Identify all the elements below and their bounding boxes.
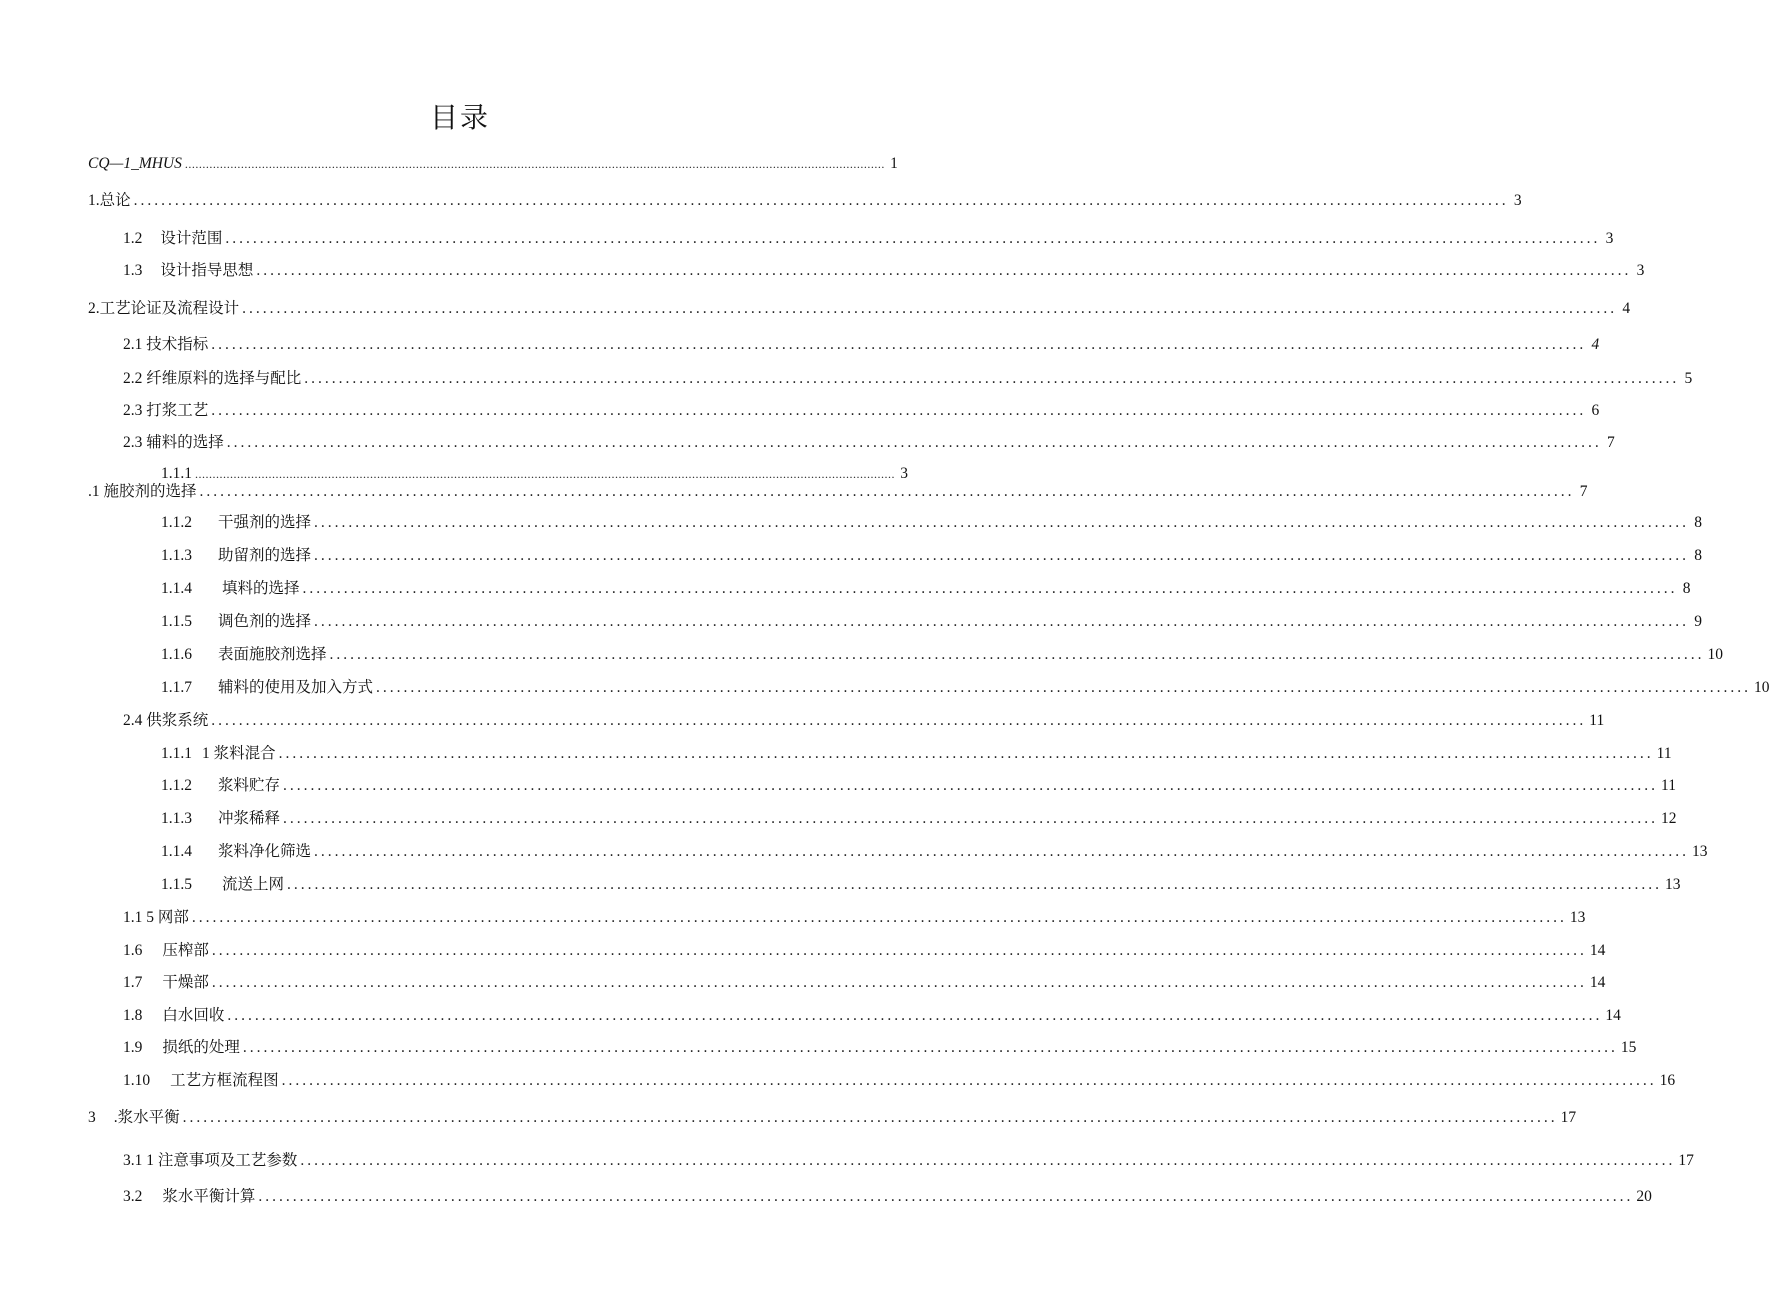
toc-entry-number: 1.1.1 — [161, 745, 192, 762]
toc-entry[interactable] — [123, 706, 1605, 730]
toc-entry[interactable] — [123, 903, 1586, 927]
toc-dot-leader: ........................................................................................................................................................................................................ — [184, 157, 885, 171]
toc-entry[interactable] — [123, 1066, 1676, 1090]
toc-entry-title: 助留剂的选择 — [218, 547, 312, 564]
toc-dot-leader: ........................................................................................................................................................................................................ — [182, 1109, 1558, 1126]
toc-entry-title: 辅料的使用及加入方式 — [218, 679, 374, 696]
toc-entry-title: 工艺方框流程图 — [170, 1072, 279, 1089]
toc-dot-leader: ........................................................................................................................................................................................................ — [329, 646, 1705, 663]
toc-row[interactable] — [0, 1033, 1637, 1057]
toc-page-number: 3 — [1605, 230, 1614, 247]
toc-entry[interactable] — [161, 870, 1681, 894]
toc-dot-leader: ........................................................................................................................................................................................................ — [376, 679, 1752, 696]
toc-entry-title: 2.1 技术指标 — [123, 336, 209, 353]
toc-row[interactable] — [0, 1103, 1577, 1127]
toc-row[interactable] — [0, 739, 1672, 763]
toc-page-number: 8 — [1694, 547, 1703, 564]
toc-row[interactable] — [0, 1146, 1694, 1170]
toc-dot-leader: ........................................................................................................................................................................................................ — [191, 909, 1567, 926]
toc-page-number: 10 — [1754, 679, 1770, 696]
toc-entry-number: 1.2 — [123, 230, 143, 247]
toc-entry-title: 2.2 纤维原料的选择与配比 — [123, 370, 302, 387]
toc-entry[interactable] — [161, 541, 1703, 565]
toc-entry-title: 冲浆稀释 — [218, 810, 281, 827]
toc-dot-leader: ........................................................................................................................................................................................................ — [242, 1039, 1618, 1056]
toc-entry-title: 压榨部 — [162, 942, 209, 959]
toc-dot-leader: ........................................................................................................................................................................................................ — [211, 712, 1587, 729]
toc-dot-leader: ........................................................................................................................................................................................................ — [287, 876, 1663, 893]
toc-page-number: 20 — [1636, 1188, 1652, 1205]
toc-entry-title: .1 施胶剂的选择 — [88, 483, 197, 500]
toc-row[interactable] — [0, 428, 1615, 452]
toc-dot-leader: ........................................................................................................................................................................................................ — [211, 974, 1587, 991]
toc-entry[interactable] — [123, 364, 1693, 388]
toc-dot-leader: ........................................................................................................................................................................................................ — [302, 580, 1678, 597]
toc-page-number: 14 — [1605, 1007, 1621, 1024]
toc-entry-number: 1.1.4 — [161, 843, 192, 860]
toc-row[interactable] — [0, 186, 1522, 210]
page-title: 目录 — [429, 103, 490, 134]
toc-dot-leader: ........................................................................................................................................................................................................ — [283, 810, 1659, 827]
toc-page-number: 16 — [1659, 1072, 1676, 1089]
toc-entry-title: 1.总论 — [88, 192, 131, 209]
toc-dot-leader: ........................................................................................................................................................................................................ — [314, 613, 1690, 630]
toc-page-number: 13 — [1692, 843, 1708, 860]
toc-row[interactable] — [0, 640, 1724, 664]
toc-row[interactable] — [0, 936, 1606, 960]
toc-page-number: 10 — [1707, 646, 1724, 663]
toc-entry-title: CQ—1_MHUS — [88, 155, 182, 172]
toc-entry-title: 2.4 供浆系统 — [123, 712, 209, 729]
toc-row[interactable] — [0, 903, 1586, 927]
toc-page-number: 4 — [1622, 300, 1631, 317]
toc-entry-title: 填料的选择 — [222, 580, 300, 597]
toc-page-number: 17 — [1678, 1152, 1694, 1169]
toc-page-number: 15 — [1620, 1039, 1637, 1056]
toc-row[interactable] — [0, 224, 1614, 248]
toc-row[interactable] — [0, 1001, 1621, 1025]
toc-entry[interactable] — [88, 477, 1588, 501]
toc-page-number: 17 — [1560, 1109, 1577, 1126]
toc-row[interactable] — [0, 1066, 1676, 1090]
toc-entry[interactable] — [161, 574, 1691, 598]
toc-dot-leader: ........................................................................................................................................................................................................ — [211, 402, 1587, 419]
toc-page-number: 5 — [1684, 370, 1693, 387]
toc-row[interactable] — [0, 837, 1708, 861]
toc-page-number: 13 — [1665, 876, 1681, 893]
toc-entry-number: 1.1.6 — [161, 646, 192, 663]
toc-entry[interactable] — [123, 936, 1606, 960]
toc-page-number: 4 — [1591, 336, 1600, 353]
toc-entry-title: 2.工艺论证及流程设计 — [88, 300, 240, 317]
toc-entry[interactable] — [161, 607, 1703, 631]
toc-entry-number: 1.1.3 — [161, 547, 192, 564]
toc-row[interactable] — [0, 771, 1676, 795]
toc-row[interactable] — [0, 968, 1606, 992]
toc-entry[interactable] — [123, 224, 1614, 248]
toc-dot-leader: ........................................................................................................................................................................................................ — [225, 230, 1601, 247]
toc-row[interactable] — [0, 804, 1677, 828]
toc-dot-leader: ........................................................................................................................................................................................................ — [227, 1007, 1603, 1024]
toc-entry-number: 1.1.4 — [161, 580, 192, 597]
toc-entry-title: 浆料净化筛选 — [218, 843, 312, 860]
toc-row[interactable] — [0, 607, 1703, 631]
toc-entry[interactable] — [88, 186, 1522, 210]
toc-entry-title: 干燥部 — [162, 974, 209, 991]
toc-entry-title: .浆水平衡 — [113, 1109, 180, 1126]
toc-dot-leader: ........................................................................................................................................................................................................ — [211, 336, 1587, 353]
toc-entry-number: 1.1.3 — [161, 810, 192, 827]
toc-row[interactable] — [0, 294, 1631, 318]
toc-entry-title: 流送上网 — [222, 876, 285, 893]
toc-page-number: 12 — [1661, 810, 1677, 827]
toc-entry[interactable] — [88, 149, 898, 173]
toc-entry[interactable] — [123, 396, 1600, 420]
toc-entry[interactable] — [123, 1146, 1694, 1170]
toc-page-number: 7 — [1607, 434, 1615, 451]
toc-entry[interactable] — [161, 673, 1770, 697]
toc-dot-leader: ........................................................................................................................................................................................................ — [300, 1152, 1676, 1169]
toc-entry-title: 2.3 辅料的选择 — [123, 434, 224, 451]
toc-entry-number: 1.1.2 — [161, 514, 192, 531]
toc-dot-leader: ........................................................................................................................................................................................................ — [278, 745, 1654, 762]
toc-entry[interactable] — [161, 508, 1703, 532]
toc-entry-title: 设计范围 — [160, 230, 223, 247]
toc-page-number: 11 — [1589, 712, 1605, 729]
toc-row[interactable] — [0, 256, 1645, 280]
toc-entry-title: 损纸的处理 — [162, 1039, 240, 1056]
toc-entry-number: 1.1.1 — [161, 465, 192, 482]
toc-dot-leader: ........................................................................................................................................................................................................ — [283, 777, 1659, 794]
toc-entry[interactable] — [161, 640, 1724, 664]
toc-entry-number: 1.10 — [123, 1072, 151, 1089]
toc-dot-leader: ........................................................................................................................................................................................................ — [133, 192, 1509, 209]
toc-row[interactable] — [0, 508, 1703, 532]
toc-row[interactable] — [0, 364, 1693, 388]
toc-row[interactable] — [0, 706, 1605, 730]
toc-entry-number: 1.8 — [123, 1007, 143, 1024]
toc-entry-title: 2.3 打浆工艺 — [123, 402, 209, 419]
toc-entry-title: 3.1 1 注意事项及工艺参数 — [123, 1152, 298, 1169]
toc-entry-title: 浆料贮存 — [218, 777, 281, 794]
toc-page-number: 1 — [890, 155, 898, 172]
toc-entry-title: 设计指导思想 — [160, 262, 254, 279]
toc-row[interactable] — [0, 330, 1600, 354]
toc-dot-leader: ........................................................................................................................................................................................................ — [242, 300, 1618, 317]
toc-row[interactable] — [0, 396, 1600, 420]
toc-entry-number: 1.7 — [123, 974, 143, 991]
toc-entry-number: 3.2 — [123, 1188, 143, 1205]
toc-entry[interactable] — [161, 739, 1672, 763]
toc-dot-leader: ........................................................................................................................................................................................................ — [195, 467, 895, 481]
toc-dot-leader: ........................................................................................................................................................................................................ — [199, 483, 1575, 500]
toc-dot-leader: ........................................................................................................................................................................................................ — [304, 370, 1680, 387]
toc-entry-title: 干强剂的选择 — [218, 514, 312, 531]
toc-entry-number: 1.1.7 — [161, 679, 192, 696]
toc-page-number: 14 — [1589, 974, 1606, 991]
toc-entry-number: 1.1.5 — [161, 876, 192, 893]
toc-row[interactable] — [0, 541, 1703, 565]
toc-dot-leader: ........................................................................................................................................................................................................ — [281, 1072, 1657, 1089]
toc-entry[interactable] — [123, 968, 1606, 992]
toc-dot-leader: ........................................................................................................................................................................................................ — [211, 942, 1587, 959]
toc-entry[interactable] — [161, 771, 1676, 795]
toc-entry-title: 1 浆料混合 — [202, 745, 276, 762]
toc-entry[interactable] — [161, 837, 1708, 861]
toc-dot-leader: ........................................................................................................................................................................................................ — [314, 514, 1690, 531]
toc-row[interactable] — [0, 574, 1691, 598]
toc-entry-number: 1.3 — [123, 262, 143, 279]
toc-page-number: 14 — [1589, 942, 1606, 959]
toc-dot-leader: ........................................................................................................................................................................................................ — [226, 434, 1602, 451]
toc-entry-number: 1.9 — [123, 1039, 143, 1056]
toc-dot-leader: ........................................................................................................................................................................................................ — [256, 262, 1632, 279]
toc-row[interactable] — [0, 870, 1681, 894]
toc-entry-title: 表面施胶剂选择 — [218, 646, 327, 663]
toc-entry[interactable] — [88, 294, 1631, 318]
toc-entry-number: 3 — [88, 1109, 96, 1126]
toc-entry[interactable] — [123, 1033, 1637, 1057]
toc-entry[interactable] — [123, 256, 1645, 280]
toc-dot-leader: ........................................................................................................................................................................................................ — [314, 843, 1690, 860]
toc-page-number: 11 — [1656, 745, 1672, 762]
toc-page-number: 11 — [1661, 777, 1676, 794]
toc-entry-number: 1.6 — [123, 942, 143, 959]
toc-page-number: 13 — [1569, 909, 1586, 926]
toc-page-number: 8 — [1694, 514, 1703, 531]
toc-entry-title: 调色剂的选择 — [218, 613, 312, 630]
toc-row[interactable] — [0, 477, 1588, 501]
toc-page-number: 3 — [1636, 262, 1645, 279]
toc-dot-leader: ........................................................................................................................................................................................................ — [314, 547, 1690, 564]
toc-page-number: 7 — [1579, 483, 1588, 500]
toc-page-number: 3 — [900, 465, 908, 482]
toc-entry[interactable] — [123, 1182, 1652, 1206]
toc-entry[interactable] — [123, 428, 1615, 452]
toc-entry[interactable] — [123, 330, 1600, 354]
toc-entry-number: 1.1.2 — [161, 777, 192, 794]
toc-entry-title: 1.1 5 网部 — [123, 909, 189, 926]
toc-entry[interactable] — [88, 1103, 1577, 1127]
toc-entry[interactable] — [161, 804, 1677, 828]
toc-page-number: 3 — [1513, 192, 1522, 209]
toc-row[interactable] — [0, 673, 1770, 697]
toc-entry-title: 白水回收 — [162, 1007, 225, 1024]
toc-page-number: 8 — [1682, 580, 1691, 597]
toc-row[interactable] — [0, 149, 920, 173]
toc-entry-number: 1.1.5 — [161, 613, 192, 630]
toc-dot-leader: ........................................................................................................................................................................................................ — [258, 1188, 1634, 1205]
toc-page-number: 9 — [1694, 613, 1703, 630]
toc-entry[interactable] — [123, 1001, 1621, 1025]
toc-page-number: 6 — [1591, 402, 1600, 419]
toc-row[interactable] — [0, 1182, 1652, 1206]
toc-entry-title: 浆水平衡计算 — [162, 1188, 256, 1205]
